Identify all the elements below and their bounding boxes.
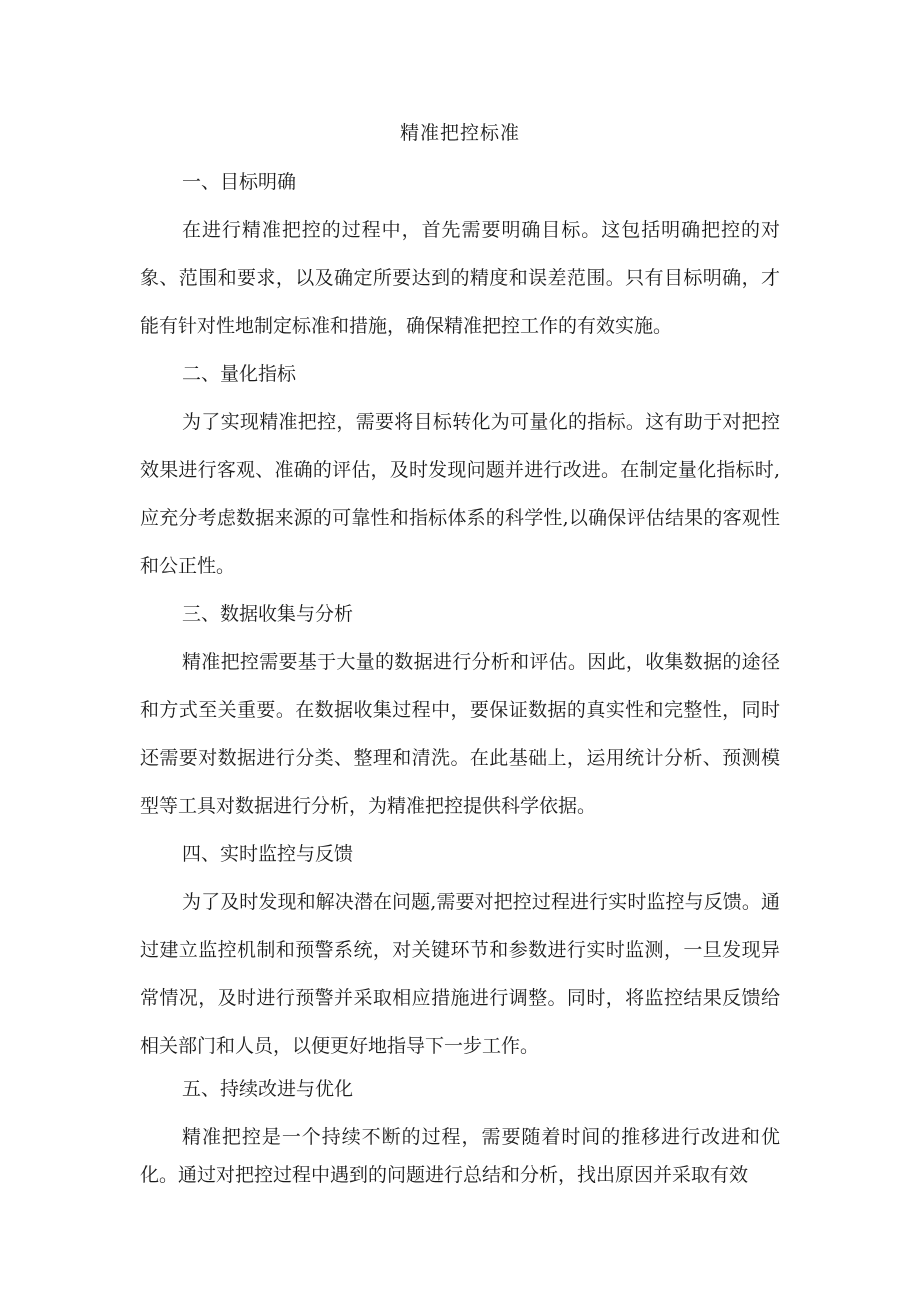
section-paragraph-5: 精准把控是一个持续不断的过程，需要随着时间的推移进行改进和优化。通过对把控过程中遇到的问题进行总结和分析，找出原因并采取有效 (140, 1126, 780, 1186)
document-body (140, 158, 780, 1194)
section-paragraph-2: 为了实现精准把控，需要将目标转化为可量化的指标。这有助于对把控效果进行客观、准确的评估，及时发现问题并进行改进。在制定量化指标时,应充分考虑数据来源的可靠性和指标体系的科学性,以确保评估结果的客观性和公正性。 (140, 411, 780, 577)
section-paragraph-1: 在进行精准把控的过程中，首先需要明确目标。这包括明确把控的对象、范围和要求，以及确定所要达到的精度和误差范围。只有目标明确，才能有针对性地制定标准和措施，确保精准把控工作的有效实施。 (140, 219, 780, 337)
section-heading-3: 三、数据收集与分析 (182, 603, 354, 625)
document-title: 精准把控标准 (399, 122, 520, 144)
section-heading-5: 五、持续改进与优化 (182, 1078, 354, 1100)
section-heading-1: 一、目标明确 (182, 171, 297, 193)
section-paragraph-4: 为了及时发现和解决潜在问题,需要对把控过程进行实时监控与反馈。通过建立监控机制和预警系统，对关键环节和参数进行实时监测，一旦发现异常情况，及时进行预警并采取相应措施进行调整。同时，将监控结果反馈给相关部门和人员，以便更好地指导下一步工作。 (140, 891, 780, 1057)
section-heading-4: 四、实时监控与反馈 (182, 843, 354, 865)
section-paragraph-3: 精准把控需要基于大量的数据进行分析和评估。因此，收集数据的途径和方式至关重要。在数据收集过程中，要保证数据的真实性和完整性，同时还需要对数据进行分类、整理和清洗。在此基础上，运用统计分析、预测模型等工具对数据进行分析，为精准把控提供科学依据。 (140, 651, 780, 817)
section-heading-2: 二、量化指标 (182, 363, 297, 385)
